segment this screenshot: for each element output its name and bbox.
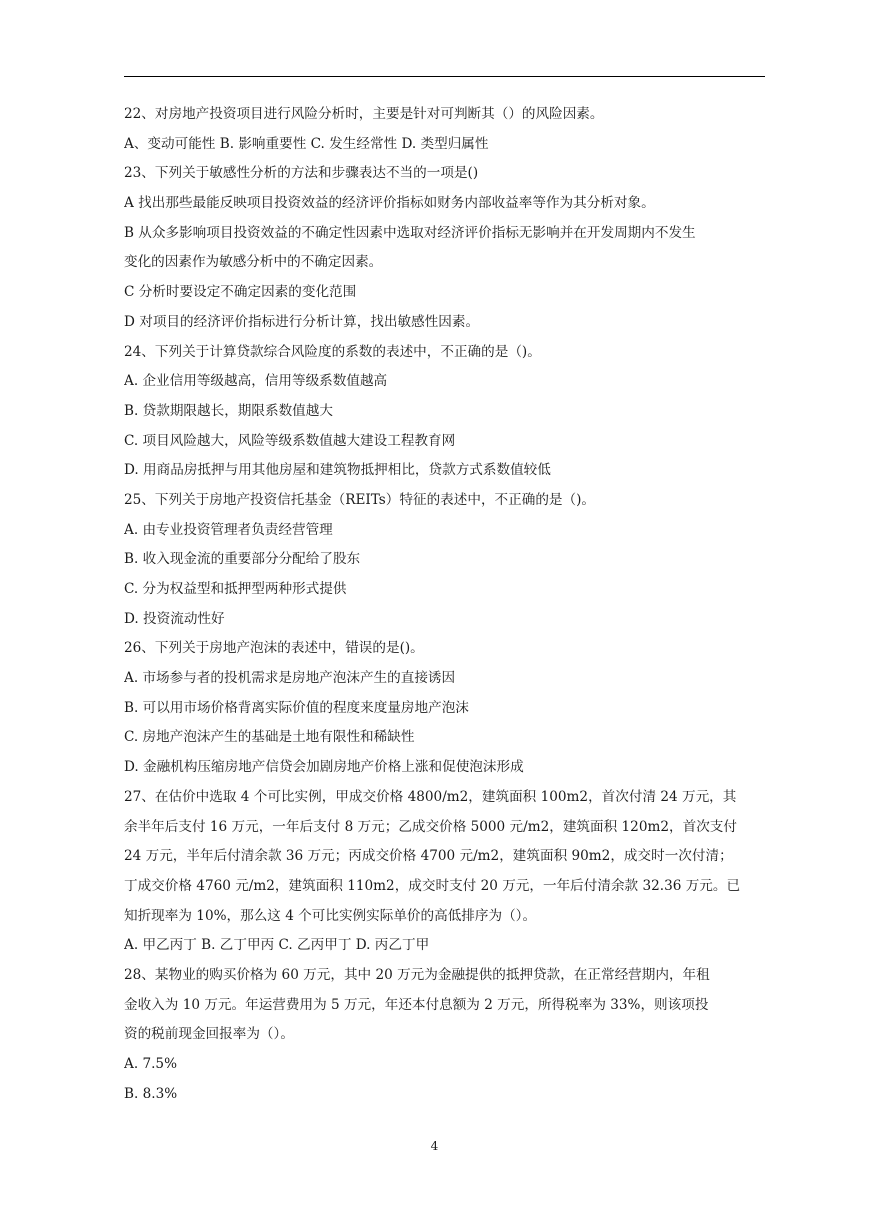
text-line: 24 万元，半年后付清余款 36 万元；丙成交价格 4700 元/m2，建筑面积 90m2，成交时一次付清； [124, 848, 733, 865]
text-line: C. 房地产泡沫产生的基础是土地有限性和稀缺性 [124, 729, 415, 746]
text-line: C. 分为权益型和抵押型两种形式提供 [124, 581, 347, 597]
text-line: A、变动可能性 B. 影响重要性 C. 发生经常性 D. 类型归属性 [124, 135, 489, 152]
header-rule [124, 76, 765, 77]
question-text-block [124, 100, 769, 1109]
text-line: B. 收入现金流的重要部分分配给了股东 [124, 551, 361, 568]
text-line: A. 由专业投资管理者负责经营管理 [124, 521, 333, 538]
text-line: 知折现率为 10%，那么这 4 个可比实例实际单价的高低排序为（）。 [124, 907, 537, 924]
text-line: 金收入为 10 万元。年运营费用为 5 万元，年还本付息额为 2 万元，所得税率为 33%，则该项投 [124, 996, 709, 1013]
text-line: D. 投资流动性好 [124, 610, 225, 627]
text-line: 27、在估价中选取 4 个可比实例，甲成交价格 4800/m2，建筑面积 100m2，首次付清 24 万元，其 [124, 788, 737, 805]
text-line: C 分析时要设定不确定因素的变化范围 [124, 284, 357, 301]
text-line: 余半年后支付 16 万元，一年后支付 8 万元；乙成交价格 5000 元/m2，建筑面积 120m2，首次支付 [124, 818, 737, 835]
text-line: 25、下列关于房地产投资信托基金（REITs）特征的表述中，不正确的是（)。 [124, 491, 595, 508]
text-line: 22、对房地产投资项目进行风险分析时，主要是针对可判断其（）的风险因素。 [124, 106, 604, 122]
text-line: 变化的因素作为敏感分析中的不确定因素。 [124, 254, 383, 271]
text-line: C. 项目风险越大，风险等级系数值越大建设工程教育网 [124, 432, 456, 449]
text-line: A. 企业信用等级越高，信用等级系数值越高 [124, 373, 388, 390]
text-line: A. 甲乙丙丁 B. 乙丁甲丙 C. 乙丙甲丁 D. 丙乙丁甲 [124, 937, 430, 954]
text-line: 28、某物业的购买价格为 60 万元，其中 20 万元为金融提供的抵押贷款，在正常经营期内，年租 [124, 966, 710, 983]
text-line: 24、下列关于计算贷款综合风险度的系数的表述中，不正确的是（)。 [124, 343, 541, 360]
text-line: 丁成交价格 4760 元/m2，建筑面积 110m2，成交时支付 20 万元，一年后付清余款 32.36 万元。已 [124, 877, 741, 894]
text-line: 26、下列关于房地产泡沫的表述中，错误的是()。 [124, 640, 424, 657]
text-line: B. 贷款期限越长，期限系数值越大 [124, 402, 333, 419]
text-line: 资的税前现金回报率为（）。 [124, 1026, 294, 1043]
text-line: 23、下列关于敏感性分析的方法和步骤表达不当的一项是() [124, 165, 479, 182]
text-line: A 找出那些最能反映项目投资效益的经济评价指标如财务内部收益率等作为其分析对象。 [124, 195, 655, 212]
text-line: D 对项目的经济评价指标进行分析计算，找出敏感性因素。 [124, 313, 480, 330]
text-line: A. 市场参与者的投机需求是房地产泡沫产生的直接诱因 [124, 670, 456, 687]
text-line: D. 用商品房抵押与用其他房屋和建筑物抵押相比，贷款方式系数值较低 [124, 462, 551, 479]
text-line: B. 可以用市场价格背离实际价值的程度来度量房地产泡沫 [124, 699, 469, 716]
text-line: D. 金融机构压缩房地产信贷会加剧房地产价格上涨和促使泡沫形成 [124, 759, 524, 776]
text-line: B 从众多影响项目投资效益的不确定性因素中选取对经济评价指标无影响并在开发周期内不发生 [124, 224, 696, 241]
page-number: 4 [430, 1139, 439, 1153]
text-line: B. 8.3% [124, 1085, 178, 1102]
text-line: A. 7.5% [124, 1056, 177, 1072]
